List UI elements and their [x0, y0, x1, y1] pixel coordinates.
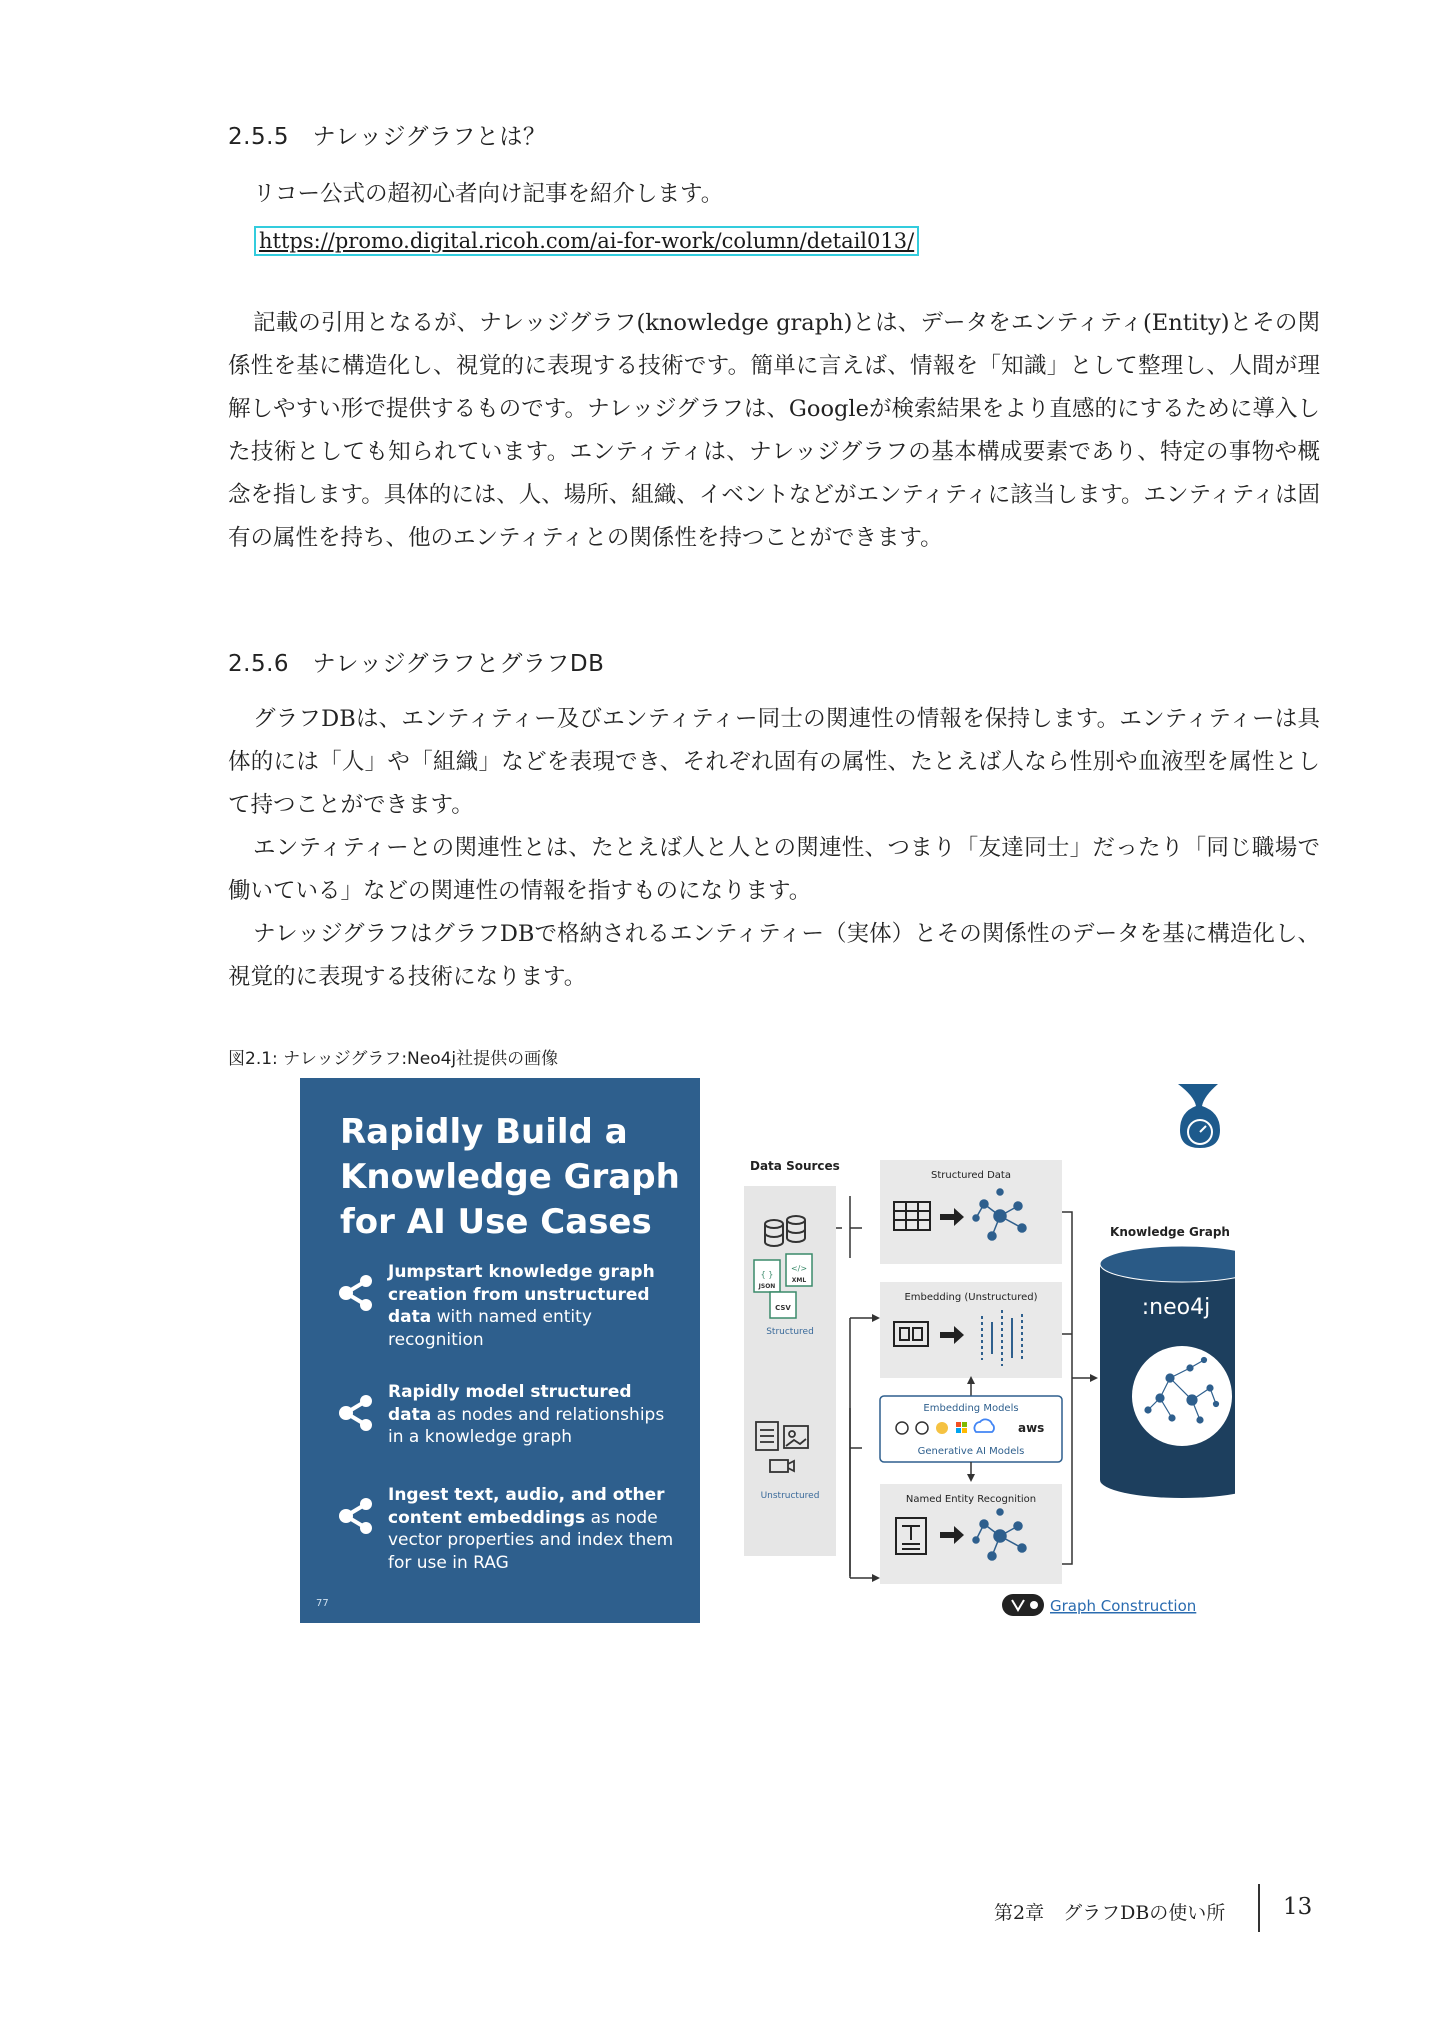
neo4j-figure: [300, 1078, 1235, 1638]
data-sources-label: Data Sources: [750, 1159, 840, 1173]
intro-paragraph: リコー公式の超初心者向け記事を紹介します。: [253, 181, 724, 207]
page-number: 13: [1283, 1894, 1313, 1920]
embedding-models-label: Embedding Models: [923, 1403, 1019, 1414]
ner-label: Named Entity Recognition: [905, 1494, 1037, 1505]
svg-text:JSON: JSON: [758, 1283, 776, 1290]
feature-bullet-text: Ingest text, audio, and other content embeddings as node vector properties and index them for use in RAG: [388, 1485, 674, 1573]
graph-share-icon: [338, 1393, 374, 1433]
json-file-icon: [754, 1260, 780, 1292]
figure-caption: 図2.1: ナレッジグラフ:Neo4j社提供の画像: [228, 1049, 559, 1069]
graph-construction-link[interactable]: Graph Construction: [1050, 1597, 1197, 1615]
graphdb-paragraph-3: ナレッジグラフはグラフDBで格納されるエンティティー（実体）とその関係性のデータを基に構造化し、視覚的に表現する技術になります。: [228, 921, 1320, 990]
chapter-footer: 第2章 グラフDBの使い所: [994, 1902, 1226, 1924]
footer-divider: [1258, 1884, 1260, 1932]
svg-text:CSV: CSV: [775, 1304, 791, 1312]
csv-file-icon: [770, 1292, 796, 1318]
feature-bullet-text: Jumpstart knowledge graph creation from unstructured data with named entity recognition: [388, 1262, 655, 1350]
neo4j-drop-logo: [1178, 1084, 1220, 1148]
panel-title: Rapidly Build a Knowledge Graph for AI Use Cases: [340, 1112, 680, 1242]
feature-bullet-text: Rapidly model structured data as nodes and relationships in a knowledge graph: [388, 1382, 665, 1447]
section-title-2-5-5: 2.5.5 ナレッジグラフとは？: [228, 124, 547, 150]
aws-logo: aws: [1018, 1421, 1045, 1435]
graph-construction-logo-icon: [1002, 1594, 1044, 1616]
svg-text:</>: </>: [790, 1264, 808, 1273]
knowledge-graph-label: Knowledge Graph: [1110, 1225, 1230, 1239]
kg-circle: [1132, 1346, 1232, 1446]
graph-construction-diagram: [700, 1078, 1235, 1638]
graph-share-icon: [338, 1273, 374, 1313]
generative-ai-models-label: Generative AI Models: [917, 1446, 1025, 1457]
graph-share-icon: [338, 1496, 374, 1536]
xml-file-icon: [786, 1254, 812, 1286]
svg-text:{ }: { }: [760, 1270, 774, 1279]
neo4j-logo: :neo4j: [1141, 1295, 1211, 1320]
structured-label: Structured: [766, 1327, 814, 1337]
panel-page-mark: 77: [316, 1598, 329, 1609]
section-title-2-5-6: 2.5.6 ナレッジグラフとグラフDB: [228, 651, 605, 677]
graphdb-paragraph-1: グラフDBは、エンティティー及びエンティティー同士の関連性の情報を保持します。エンティティーは具体的には「人」や「組織」などを表現でき、それぞれ固有の属性、たとえば人なら性別や血液型を属性として持つことができます。: [228, 706, 1320, 818]
unstructured-label: Unstructured: [760, 1491, 820, 1501]
graphdb-paragraph-2: エンティティーとの関連性とは、たとえば人と人との関連性、つまり「友達同士」だったり「同じ職場で働いている」などの関連性の情報を指すものになります。: [228, 835, 1320, 904]
embedding-label: Embedding (Unstructured): [904, 1292, 1038, 1303]
knowledge-graph-paragraph: 記載の引用となるが、ナレッジグラフ(knowledge graph)とは、データをエンティティ(Entity)とその関係性を基に構造化し、視覚的に表現する技術です。簡単に言えば、情報を「知識」として整理し、人間が理解しやすい形で提供するものです。ナレッジグラフは、Googleが検索結果をより直感的にするために導入した技術としても知られています。エンティティは、ナレッジグラフの基本構成要素であり、特定の事物や概念を指します。具体的には、人、場所、組織、イベントなどがエンティティに該当します。エンティティは固有の属性を持ち、他のエンティティとの関係性を持つことができます。: [228, 310, 1320, 551]
structured-data-label: Structured Data: [931, 1170, 1011, 1181]
feature-panel: [300, 1078, 700, 1623]
svg-text:XML: XML: [791, 1277, 807, 1284]
ricoh-article-link[interactable]: https://promo.digital.ricoh.com/ai-for-work/column/detail013/: [254, 226, 919, 256]
